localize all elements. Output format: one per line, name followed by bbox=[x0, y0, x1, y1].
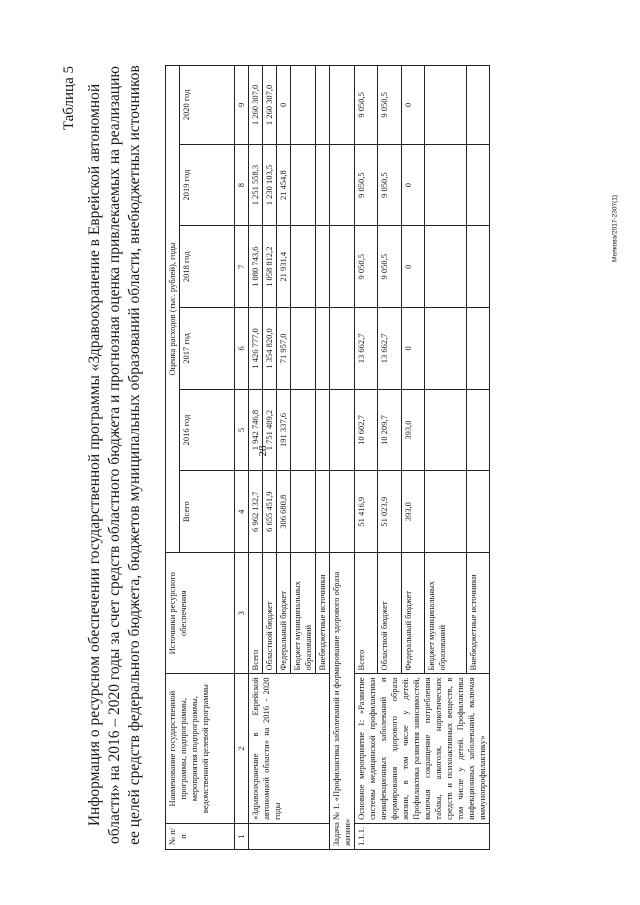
value-cell bbox=[291, 144, 316, 226]
value-cell: 393,0 bbox=[401, 389, 424, 471]
row-name: Основное мероприятие 1: «Развитие системы медицинской профилактики неинфекционных заболеваний и формирования здорового образа жизни, в том числе у детей. Профилактика развития зависимостей, включая сокращение потребления табака, алкоголя, наркотических средств и психоактивных веществ, в том числе у детей. Профилактика инфекционных заболеваний, включая иммунопрофилактику» bbox=[355, 674, 490, 823]
value-cell: 21 931,4 bbox=[277, 226, 291, 308]
source-label: Внебюджетные источники bbox=[316, 553, 330, 674]
value-cell: 1 354 820,0 bbox=[263, 308, 277, 390]
value-cell bbox=[424, 389, 466, 471]
col-number: 1 bbox=[235, 823, 249, 849]
value-cell bbox=[466, 389, 489, 471]
col-number: 4 bbox=[235, 471, 249, 553]
page-number: 28 bbox=[257, 445, 269, 457]
value-cell bbox=[424, 226, 466, 308]
value-cell: 13 662,7 bbox=[378, 308, 401, 390]
program-rows bbox=[249, 66, 330, 850]
value-cell: 1 251 558,3 bbox=[249, 144, 263, 226]
value-cell bbox=[466, 471, 489, 553]
col-number: 8 bbox=[235, 144, 249, 226]
header-year: 2017 год bbox=[180, 308, 235, 390]
value-cell: 306 680,8 bbox=[277, 471, 291, 553]
value-cell bbox=[424, 308, 466, 390]
value-cell bbox=[316, 226, 330, 308]
header-name: Наименование государственной программы, подпрограммы, мероприятия подпрограммы, ведомственной целевой программы bbox=[166, 674, 235, 823]
header-year: 2019 год bbox=[180, 144, 235, 226]
table-label: Таблица 5 bbox=[61, 66, 77, 131]
header-year: 2020 год bbox=[180, 66, 235, 145]
task-row bbox=[330, 66, 355, 850]
value-cell: 1 058 812,2 bbox=[263, 226, 277, 308]
value-cell bbox=[424, 144, 466, 226]
value-cell: 1 080 743,6 bbox=[249, 226, 263, 308]
document-title: Информация о ресурсном обеспечении государственной программы «Здравоохранение в Еврейской автономной области» на 2016 – 2020 годы за счет средств областного бюджета и прогнозная оценка привлекаемых на реализацию ее целей средств федерального бюджета, бюджетов муниципальных образований области, внебюджетных источников bbox=[86, 65, 143, 845]
rotated-page bbox=[55, 38, 575, 868]
header-total: Всего bbox=[180, 471, 235, 553]
source-label: Всего bbox=[249, 553, 263, 674]
header-num: № п/п bbox=[166, 823, 235, 849]
row-number bbox=[249, 823, 330, 849]
row-name: «Здравоохранение в Еврейской автономной области» на 2016 - 2020 годы bbox=[249, 674, 330, 823]
source-label: Областной бюджет bbox=[263, 553, 277, 674]
value-cell: 9 050,5 bbox=[378, 144, 401, 226]
value-cell: 71 957,0 bbox=[277, 308, 291, 390]
row-number: 1.1.1. bbox=[355, 823, 490, 849]
value-cell: 1 942 746,8 bbox=[249, 389, 263, 471]
value-cell: 10 209,7 bbox=[378, 389, 401, 471]
document-code: Мелкова/2017-2307(1) bbox=[611, 194, 619, 263]
value-cell bbox=[316, 308, 330, 390]
table-row bbox=[355, 66, 378, 850]
value-cell: 51 416,9 bbox=[355, 471, 378, 553]
value-cell bbox=[291, 389, 316, 471]
source-label: Бюджет муниципальных образований bbox=[424, 553, 466, 674]
value-cell: 9 050,5 bbox=[378, 226, 401, 308]
value-cell: 9 050,5 bbox=[355, 66, 378, 145]
task-title: Задача № 1. «Профилактика заболеваний и формирование здорового образа жизни» bbox=[330, 553, 355, 850]
value-cell: 10 602,7 bbox=[355, 389, 378, 471]
header-year: 2016 год bbox=[180, 389, 235, 471]
col-number: 6 bbox=[235, 308, 249, 390]
column-number-row bbox=[235, 66, 249, 850]
value-cell: 1 751 409,2 bbox=[263, 389, 277, 471]
value-cell: 0 bbox=[277, 66, 291, 145]
value-cell: 9 050,5 bbox=[355, 144, 378, 226]
value-cell: 0 bbox=[401, 144, 424, 226]
value-cell bbox=[424, 471, 466, 553]
value-cell: 0 bbox=[401, 226, 424, 308]
header-row bbox=[166, 66, 180, 850]
value-cell bbox=[466, 66, 489, 145]
value-cell: 0 bbox=[401, 308, 424, 390]
col-number: 7 bbox=[235, 226, 249, 308]
value-cell: 1 260 307,0 bbox=[249, 66, 263, 145]
value-cell: 393,0 bbox=[401, 471, 424, 553]
value-cell: 13 662,7 bbox=[355, 308, 378, 390]
value-cell: 191 337,6 bbox=[277, 389, 291, 471]
value-cell bbox=[316, 144, 330, 226]
source-label: Областной бюджет bbox=[378, 553, 401, 674]
value-cell bbox=[291, 308, 316, 390]
header-source: Источники ресурсного обеспечения bbox=[166, 553, 235, 674]
source-label: Бюджет муниципальных образований bbox=[291, 553, 316, 674]
value-cell bbox=[316, 66, 330, 145]
header-estimate: Оценка расходов (тыс. рублей), годы bbox=[166, 66, 180, 553]
item-rows bbox=[355, 66, 490, 850]
value-cell: 9 050,5 bbox=[378, 66, 401, 145]
value-cell bbox=[316, 389, 330, 471]
col-number: 2 bbox=[235, 674, 249, 823]
col-number: 3 bbox=[235, 553, 249, 674]
value-cell bbox=[316, 471, 330, 553]
value-cell: 6 655 451,9 bbox=[263, 471, 277, 553]
source-label: Федеральный бюджет bbox=[277, 553, 291, 674]
value-cell bbox=[291, 66, 316, 145]
value-cell: 1 260 307,0 bbox=[263, 66, 277, 145]
source-label: Всего bbox=[355, 553, 378, 674]
value-cell bbox=[424, 66, 466, 145]
value-cell bbox=[466, 226, 489, 308]
source-label: Федеральный бюджет bbox=[401, 553, 424, 674]
col-number: 5 bbox=[235, 389, 249, 471]
value-cell bbox=[466, 144, 489, 226]
value-cell: 21 454,8 bbox=[277, 144, 291, 226]
value-cell: 9 050,5 bbox=[355, 226, 378, 308]
value-cell: 0 bbox=[401, 66, 424, 145]
table-row bbox=[249, 66, 263, 850]
value-cell bbox=[466, 308, 489, 390]
value-cell: 51 023,9 bbox=[378, 471, 401, 553]
source-label: Внебюджетные источники bbox=[466, 553, 489, 674]
value-cell bbox=[291, 226, 316, 308]
value-cell bbox=[291, 471, 316, 553]
value-cell: 1 230 103,5 bbox=[263, 144, 277, 226]
value-cell: 1 426 777,0 bbox=[249, 308, 263, 390]
value-cell: 6 962 132,7 bbox=[249, 471, 263, 553]
resource-table bbox=[165, 65, 490, 850]
header-year: 2018 год bbox=[180, 226, 235, 308]
col-number: 9 bbox=[235, 66, 249, 145]
